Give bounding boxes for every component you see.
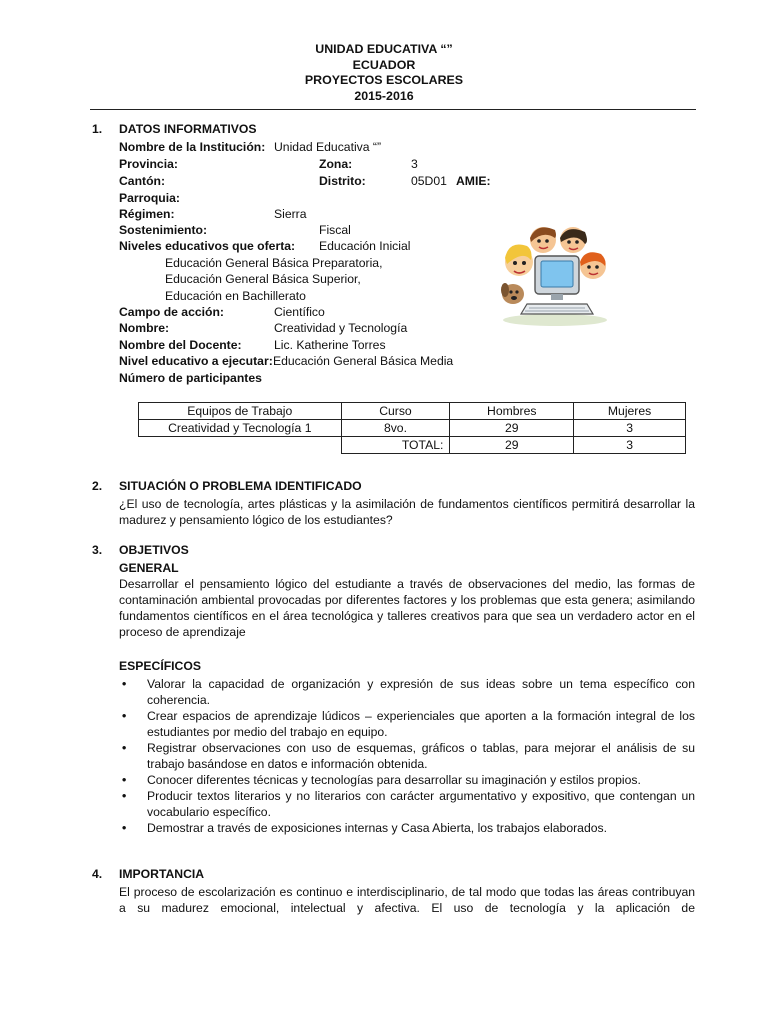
docente-value: Lic. Katherine Torres	[274, 338, 386, 352]
bullet-icon: •	[122, 709, 127, 723]
section1-title: DATOS INFORMATIVOS	[119, 122, 257, 136]
table-cell: 3	[574, 420, 686, 437]
section3-number: 3.	[92, 543, 103, 557]
list-item	[119, 708, 695, 740]
section4-number: 4.	[92, 867, 103, 881]
campo-label: Campo de acción:	[119, 305, 224, 319]
niveles-extra-1: Educación General Básica Preparatoria,	[165, 256, 383, 270]
table-header-cell: Hombres	[450, 403, 574, 420]
section2-text: ¿El uso de tecnología, artes plásticas y la asimilación de fundamentos científicos permitirá desarrollar la madurez y pensamiento lógico de los estudiantes?	[119, 497, 695, 527]
niveles-value: Educación Inicial	[319, 239, 411, 253]
table-row	[139, 420, 686, 437]
regimen-value: Sierra	[274, 207, 307, 221]
bullet-icon: •	[122, 741, 127, 755]
docente-label: Nombre del Docente:	[119, 338, 242, 352]
section2-title: SITUACIÓN O PROBLEMA IDENTIFICADO	[119, 479, 362, 493]
section4-text: El proceso de escolarización es continuo e interdisciplinario, de tal modo que todas las áreas contribuyan a su madurez emocional, intelectual y afectiva. El uso de tecnología y la aplicación de	[119, 885, 695, 915]
bullet-icon: •	[122, 677, 127, 691]
table-cell: 29	[450, 420, 574, 437]
nombre-value: Creatividad y Tecnología	[274, 321, 408, 335]
section1-number: 1.	[92, 122, 103, 136]
list-item-text: Demostrar a través de exposiciones internas y Casa Abierta, los trabajos elaborados.	[147, 821, 607, 835]
header-year: 2015-2016	[354, 88, 414, 103]
list-item	[119, 676, 695, 708]
canton-label: Cantón:	[119, 174, 166, 188]
header-divider	[90, 109, 696, 110]
campo-value: Científico	[274, 305, 325, 319]
table-header-row	[139, 403, 686, 420]
regimen-label: Régimen:	[119, 207, 175, 221]
general-title: GENERAL	[119, 561, 179, 575]
table-header-cell: Mujeres	[574, 403, 686, 420]
niveles-extra-2: Educación General Básica Superior,	[165, 272, 361, 286]
table-header-cell: Curso	[341, 403, 450, 420]
distrito-value: 05D01	[411, 174, 447, 188]
bullet-icon: •	[122, 773, 127, 787]
total-hombres: 29	[450, 437, 574, 454]
amie-label: AMIE:	[456, 174, 491, 188]
sostenimiento-value: Fiscal	[319, 223, 351, 237]
section4-title: IMPORTANCIA	[119, 867, 205, 881]
list-item	[119, 772, 695, 788]
table-total-row	[139, 437, 686, 454]
sostenimiento-label: Sostenimiento:	[119, 223, 208, 237]
distrito-label: Distrito:	[319, 174, 366, 188]
general-text: Desarrollar el pensamiento lógico del estudiante a través de observaciones del medio, las formas de contaminación ambiental provocadas por diferentes factores y los problemas que esta genera; asimilando fundamentos científicos en el área tecnológica y talleres creativos para que sea un verdadero actor en el proceso de aprendizaje	[119, 577, 695, 639]
bullet-icon: •	[122, 821, 127, 835]
participantes-label: Número de participantes	[119, 371, 262, 385]
list-item	[119, 788, 695, 820]
table-cell: 8vo.	[341, 420, 450, 437]
header-title: PROYECTOS ESCOLARES	[304, 73, 464, 87]
provincia-label: Provincia:	[119, 157, 178, 171]
institucion-value: Unidad Educativa “”	[274, 140, 382, 154]
teams-table	[138, 402, 686, 454]
bullet-icon: •	[122, 789, 127, 803]
nivel-label: Nivel educativo a ejecutar:	[119, 354, 273, 368]
list-item-text: Conocer diferentes técnicas y tecnologías para desarrollar su imaginación y estilos propios.	[147, 773, 641, 787]
section2-number: 2.	[92, 479, 103, 493]
list-item	[119, 740, 695, 772]
list-item-text: Crear espacios de aprendizaje lúdicos – experienciales que aporten a la formación integral de los estudiantes por medio del trabajo en equipo.	[147, 709, 695, 739]
table-cell: Creatividad y Tecnología 1	[139, 420, 342, 437]
table-empty-cell	[139, 437, 342, 454]
parroquia-label: Parroquia:	[119, 191, 180, 205]
section3-title: OBJETIVOS	[119, 543, 189, 557]
nivel-value: Educación General Básica Media	[273, 354, 454, 368]
total-label: TOTAL:	[341, 437, 450, 454]
header-school: UNIDAD EDUCATIVA “”	[315, 42, 453, 56]
kids-with-computer-icon	[497, 220, 611, 328]
list-item-text: Valorar la capacidad de organización y expresión de sus ideas sobre un tema específico con coherencia.	[147, 677, 695, 707]
institucion-label: Nombre de la Institución:	[119, 140, 266, 154]
total-mujeres: 3	[574, 437, 686, 454]
zona-value: 3	[411, 157, 418, 171]
especificos-title: ESPECÍFICOS	[119, 659, 201, 673]
document-header	[0, 42, 768, 104]
list-item-text: Producir textos literarios y no literarios con carácter argumentativo y expositivo, que contengan un vocabulario específico.	[147, 789, 695, 819]
table-header-cell: Equipos de Trabajo	[139, 403, 342, 420]
niveles-extra-3: Educación en Bachillerato	[165, 289, 306, 303]
nombre-label: Nombre:	[119, 321, 170, 335]
list-item-text: Registrar observaciones con uso de esquemas, gráficos o tablas, para mejorar el análisis de su trabajo basándose en datos e información obtenida.	[147, 741, 695, 771]
header-country: ECUADOR	[352, 57, 416, 72]
zona-label: Zona:	[319, 157, 353, 171]
especificos-list	[119, 676, 695, 836]
list-item	[119, 820, 695, 836]
niveles-label: Niveles educativos que oferta:	[119, 239, 296, 253]
